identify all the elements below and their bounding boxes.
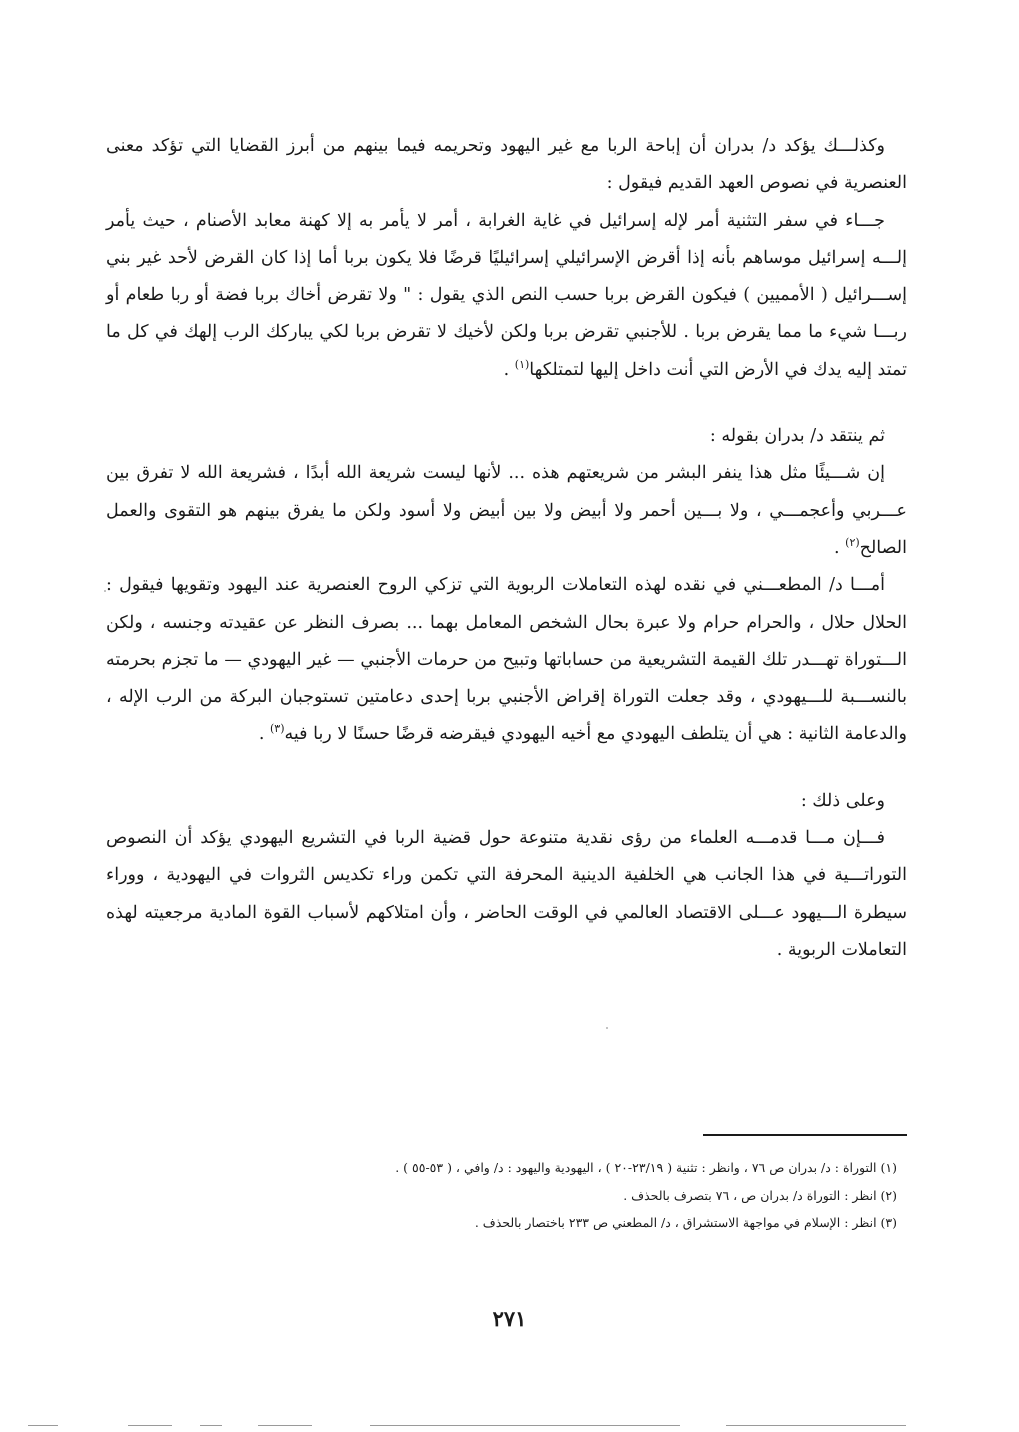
paragraph-text: ثم ينتقد د/ بدران بقوله : <box>709 426 885 447</box>
footnote-marker-1: (١) <box>514 357 530 371</box>
footnote-marker-3: (٣) <box>270 722 285 736</box>
scan-edge-mark <box>128 1425 172 1426</box>
page-number: ٢٧١ <box>492 1306 527 1331</box>
scan-edge-mark <box>200 1425 222 1426</box>
footnote-separator <box>703 1134 907 1136</box>
paragraph-text: وعلى ذلك : <box>800 790 885 811</box>
scan-edge-mark <box>726 1425 906 1426</box>
paragraph-2-quote <box>106 203 907 389</box>
footnote-marker-2: (٢) <box>845 536 860 550</box>
scan-speck <box>606 1027 608 1029</box>
paragraph-text: جـــاء في سفر التثنية أمر لإله إسرائيل في غاية الغرابة ، أمر لا يأمر به إلا كهنة معابد الأصنام ، حيث يأمر إلـــه إسرائيل موساهم بأنه إذا أقرض الإسرائيلي إسرائيليًا قرضًا فلا يكون بربا أما إذا كان القرض لأحد غير بني إســـرائيل ( الأمميين ) فيكون القرض بربا حسب النص الذي يقول : " ولا تقرض أخاك بربا فضة أو ربا طعام أو ربـــا شيء ما مما يقرض بربا . للأجنبي تقرض بربا ولكن لأخيك لا تقرض بربا لكي يباركك الرب إلهك في كل ما تمتد إليه يدك في الأرض التي أنت داخل إليها لتمتلكها <box>106 210 907 380</box>
scan-edge-mark <box>258 1425 312 1426</box>
paragraph-tail: . <box>834 537 846 558</box>
body-text <box>106 128 907 969</box>
paragraph-1 <box>106 128 907 203</box>
paragraph-7 <box>106 820 907 969</box>
paragraph-text: أمـــا د/ المطعـــني في نقده لهذه التعاملات الربوية التي تزكي الروح العنصرية عند اليهود وتقويها فيقول : الحلال حلال ، والحرام حرام ولا عبرة بحال الشخص المعامل بهما ... بصرف النظر عن عقيدته وجنسه ، ولكن الـــتوراة تهـــدر تلك القيمة التشريعية من حساباتها وتبيح من حرمات الأجنبي — غير اليهودي — ما تجزم بحرمته بالنســـبة للـــيهودي ، وقد جعلت التوراة إقراض الأجنبي بربا إحدى دعامتين تستوجبان البركة من الرب الإله ، والدعامة الثانية : هي أن يتلطف اليهودي مع أخيه اليهودي فيقرضه قرضًا حسنًا لا ربا فيه <box>106 575 907 745</box>
footnote-1: (١) التوراة : د/ بدران ص ٧٦ ، وانظر : تثنية ( ٢٣/١٩-٢٠ ) ، اليهودية واليهود : د/ وافي ، ( ٥٣-٥٥ ) . <box>395 1160 897 1175</box>
footnote-2: (٢) انظر : التوراة د/ بدران ص ، ٧٦ بتصرف بالحذف . <box>623 1187 897 1203</box>
paragraph-4-quote <box>106 455 907 567</box>
footnote-3: (٣) انظر : الإسلام في مواجهة الاستشراق ، د/ المطعني ص ٢٣٣ باختصار بالحذف . <box>474 1215 897 1230</box>
paragraph-6 <box>106 783 907 820</box>
paragraph-5 <box>106 567 907 753</box>
paragraph-text: فـــإن مـــا قدمـــه العلماء من رؤى نقدية متنوعة حول قضية الربا في التشريع اليهودي يؤكد أن النصوص التوراتـــية في هذا الجانب هي الخلفية الدينية المحرفة التي تكمن وراء تكديس الثروات في اليهودية ، ووراء سيطرة الـــيهود عـــلى الاقتصاد العالمي في الوقت الحاضر ، وأن امتلاكهم لأسباب القوة المادية مرجعيته لهذه التعاملات الربوية . <box>106 828 907 960</box>
scan-speck <box>104 590 106 592</box>
paragraph-text: وكذلـــك يؤكد د/ بدران أن إباحة الربا مع غير اليهود وتحريمه فيما بينهم من أبرز القضايا التي تؤكد معنى العنصرية في نصوص العهد القديم فيقول : <box>106 136 907 194</box>
scan-edge-mark <box>28 1425 58 1426</box>
paragraph-3 <box>106 418 907 455</box>
paragraph-tail: . <box>258 724 270 745</box>
scan-edge-mark <box>370 1425 680 1426</box>
paragraph-text: إن شـــيئًا مثل هذا ينفر البشر من شريعتهم هذه ... لأنها ليست شريعة الله أبدًا ، فشريعة الله لا تفرق بين عـــربي وأعجمـــي ، ولا بـــين أحمر ولا أبيض ولا بين أبيض ولا أسود ولكن ما يفرق بينهم هو التقوى والعمل الصالح <box>106 463 907 558</box>
paragraph-tail: . <box>503 359 515 380</box>
footnotes <box>106 1154 897 1237</box>
